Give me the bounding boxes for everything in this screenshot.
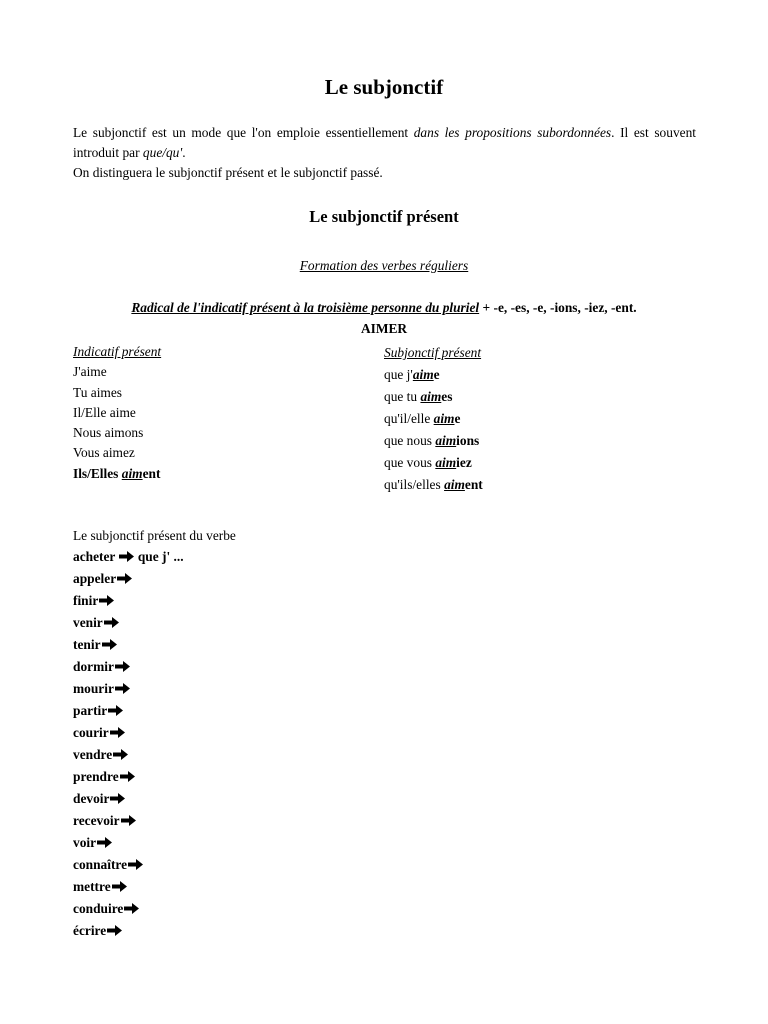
right-arrow-icon [107, 925, 122, 936]
right-arrow-icon [124, 903, 139, 914]
exercise-verb: conduire [73, 901, 124, 916]
indicatif-row: Il/Elle aime [73, 404, 136, 420]
subjonctif-row [384, 386, 483, 408]
right-arrow-icon [97, 837, 112, 848]
intro-text-part: . [182, 145, 186, 160]
intro-text-part: . Il est souvent introduit par [73, 125, 696, 160]
verb-stem: aim [420, 389, 442, 404]
right-arrow-icon [99, 595, 114, 606]
intro-text [73, 123, 696, 183]
exercise-verb: venir [73, 615, 103, 630]
verb-stem: aim [433, 411, 455, 426]
right-arrow-icon [102, 639, 117, 650]
formation-rule [0, 299, 768, 317]
exercise-verb: mettre [73, 879, 111, 894]
pronoun: Ils/Elles [73, 465, 122, 481]
exercise-item [73, 678, 236, 700]
exercise-item [73, 546, 236, 568]
page-title: Le subjonctif [324, 75, 444, 99]
right-arrow-icon [108, 705, 123, 716]
verb-stem: aim [435, 455, 457, 470]
indicatif-heading: Indicatif présent [73, 344, 162, 359]
exercise-verb: devoir [73, 791, 110, 806]
intro-paragraph-1 [73, 123, 696, 163]
exercise-verb: appeler [73, 571, 117, 586]
intro-emphasis: dans les propositions subordonnées [413, 125, 612, 140]
exercise-verb: finir [73, 593, 99, 608]
exercise-item [73, 656, 236, 678]
verb-stem: aim [444, 477, 465, 492]
exercise-verb: courir [73, 725, 109, 740]
exercise-item [73, 722, 236, 744]
exercise-item [73, 920, 236, 942]
subjonctif-column [384, 342, 483, 496]
exercise-item [73, 634, 236, 656]
subjonctif-row [384, 430, 483, 452]
right-arrow-icon [128, 859, 143, 870]
right-arrow-icon [120, 771, 135, 782]
exercise-verb: partir [73, 703, 108, 718]
exercise-item [73, 766, 236, 788]
verb-ending: ions [456, 433, 480, 448]
exercise-item [73, 744, 236, 766]
exercise-item [73, 590, 236, 612]
exercise-verb: vendre [73, 747, 113, 762]
exercise-item [73, 898, 236, 920]
intro-emphasis: que/qu' [142, 145, 183, 160]
rule-endings: + -e, -es, -e, -ions, -iez, -ent. [479, 300, 637, 315]
pronoun: que nous [384, 433, 436, 448]
exercise-item [73, 832, 236, 854]
verb-ending: ent [142, 465, 161, 481]
exercise-verb: acheter [73, 549, 119, 564]
exercise-verb: mourir [73, 681, 114, 696]
verb-stem: aim [435, 433, 457, 448]
pronoun: qu'il/elle [384, 411, 434, 426]
exercise-verbs [73, 568, 236, 942]
verb-ending: ent [464, 477, 483, 492]
subjonctif-row [384, 364, 483, 386]
indicatif-row: J'aime [73, 364, 107, 380]
indicatif-column [73, 342, 161, 484]
right-arrow-icon [115, 661, 130, 672]
exercise-list [73, 526, 236, 942]
right-arrow-icon [110, 793, 125, 804]
exercise-item [73, 854, 236, 876]
right-arrow-icon [115, 683, 130, 694]
verb-ending: e [454, 411, 461, 426]
verb-stem: aim [121, 465, 143, 481]
exercise-prompt: que j' ... [134, 549, 184, 564]
verb-ending: es [441, 389, 453, 404]
subjonctif-row [384, 452, 483, 474]
rule-radical: Radical de l'indicatif présent à la troisième personne du pluriel [131, 300, 480, 315]
verb-ending: iez [456, 455, 472, 470]
right-arrow-icon [119, 551, 134, 562]
exercise-item [73, 876, 236, 898]
verb-stem: aim [412, 367, 434, 382]
subjonctif-row [384, 408, 483, 430]
subjonctif-row [384, 474, 483, 496]
exercise-item [73, 568, 236, 590]
exercise-item [73, 788, 236, 810]
right-arrow-icon [113, 749, 128, 760]
intro-text-part: Le subjonctif est un mode que l'on emploie essentiellement [73, 125, 414, 140]
exercise-verb: écrire [73, 923, 107, 938]
intro-paragraph-2: On distinguera le subjonctif présent et le subjonctif passé. [73, 165, 383, 180]
right-arrow-icon [117, 573, 132, 584]
indicatif-row: Tu aimes [73, 384, 122, 400]
section-title: Le subjonctif présent [309, 207, 459, 226]
exercise-verb: prendre [73, 769, 119, 784]
pronoun: qu'ils/elles [384, 477, 445, 492]
exercise-verb: voir [73, 835, 97, 850]
exercise-verb: dormir [73, 659, 114, 674]
exercise-verb: connaître [73, 857, 128, 872]
indicatif-row-highlight [73, 464, 161, 484]
exercise-item [73, 810, 236, 832]
indicatif-row: Nous aimons [73, 425, 144, 441]
right-arrow-icon [110, 727, 125, 738]
right-arrow-icon [104, 617, 119, 628]
exercise-verb: recevoir [73, 813, 120, 828]
formation-title: Formation des verbes réguliers [299, 258, 469, 273]
exercise-item [73, 700, 236, 722]
pronoun: que j' [384, 367, 413, 382]
indicatif-row: Vous aimez [73, 445, 135, 461]
pronoun: que tu [384, 389, 421, 404]
exercise-verb: tenir [73, 637, 101, 652]
right-arrow-icon [112, 881, 127, 892]
subjonctif-heading: Subjonctif présent [384, 345, 482, 360]
right-arrow-icon [121, 815, 136, 826]
exercise-intro: Le subjonctif présent du verbe [73, 528, 236, 543]
verb-ending: e [433, 367, 440, 382]
example-verb: AIMER [360, 321, 408, 336]
exercise-item [73, 612, 236, 634]
pronoun: que vous [384, 455, 436, 470]
